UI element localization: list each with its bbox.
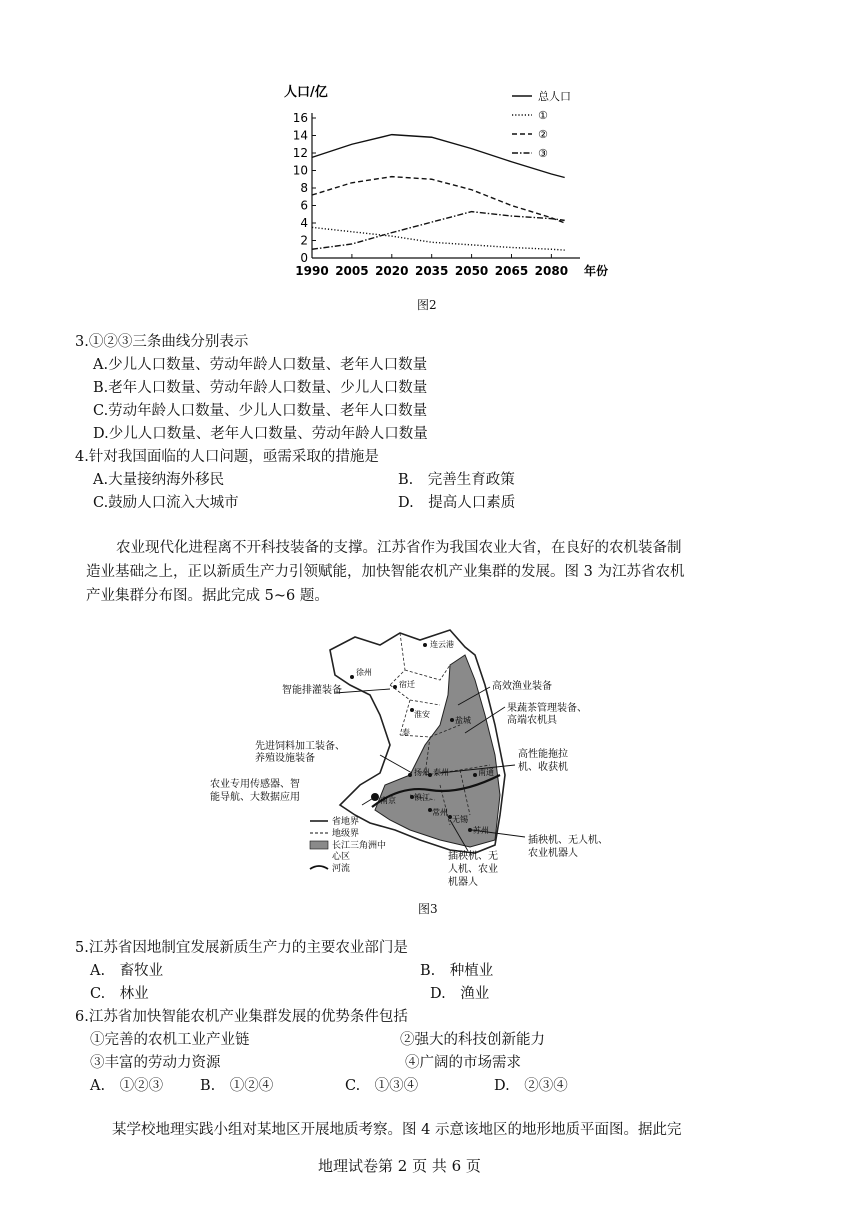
city-label: 泰 (402, 728, 410, 737)
city-label: 泰州 (433, 768, 449, 777)
x-tick-label: 2050 (454, 264, 489, 278)
q5-stem: 5.江苏省因地制宜发展新质生产力的主要农业部门是 (75, 940, 408, 956)
q4-option-d: D. 提高人口素质 (398, 495, 516, 511)
legend-delta-core-2: 心区 (332, 852, 351, 862)
q6-item-4: ④广阔的市场需求 (405, 1055, 521, 1071)
annotation-changzhou-2: 人机、农业 (448, 864, 498, 875)
legend-label-2: ② (538, 128, 548, 141)
q6-stem: 6.江苏省加快智能农机产业集群发展的优势条件包括 (75, 1009, 408, 1025)
q6-option-b: B. ①②④ (200, 1078, 274, 1094)
annotation-tractor-1: 高性能拖拉 (518, 749, 568, 760)
annotation-highend-tools: 高端农机具 (507, 715, 557, 726)
x-axis-label: 年份 (584, 264, 609, 278)
y-tick-label: 0 (300, 251, 308, 265)
annotation-fruit-tea: 果蔬茶管理装备、 (507, 703, 587, 714)
annotation-breeding: 养殖设施装备 (255, 753, 315, 764)
annotation-feed-processing: 先进饲料加工装备、 (255, 741, 345, 752)
city-label: 苏州 (473, 826, 489, 835)
q5-option-a: A. 畜牧业 (90, 963, 164, 979)
x-tick-label: 1990 (295, 264, 329, 278)
x-tick-label: 2065 (494, 264, 529, 278)
figure2-caption: 图2 (417, 298, 437, 312)
legend-label-0: 总人口 (538, 90, 571, 103)
annotation-suzhou-1: 插秧机、无人机、 (528, 835, 608, 846)
x-tick-label: 2080 (534, 264, 569, 278)
x-tick-label: 2020 (375, 264, 409, 278)
q5-option-c: C. 林业 (90, 986, 149, 1002)
annotation-suzhou-2: 农业机器人 (528, 848, 578, 859)
y-tick-label: 12 (292, 146, 308, 160)
city-label: 镇江 (414, 793, 430, 802)
y-tick-label: 2 (300, 233, 308, 248)
city-label: 宿迁 (399, 680, 415, 689)
q4-option-c: C.鼓励人口流入大城市 (93, 495, 239, 511)
series-line-0 (312, 135, 565, 178)
annotation-changzhou-3: 机器人 (448, 877, 478, 888)
legend-prefecture-border: 地级界 (332, 829, 360, 839)
annotation-changzhou-1: 插秧机、无 (448, 851, 498, 862)
legend-river: 河流 (332, 864, 351, 874)
q6-option-c: C. ①③④ (345, 1078, 419, 1094)
series-line-3 (312, 212, 565, 250)
q3-option-a: A.少儿人口数量、劳动年龄人口数量、老年人口数量 (93, 357, 428, 373)
q5-option-d: D. 渔业 (430, 986, 490, 1002)
chart-labels (284, 84, 608, 278)
q6-option-d: D. ②③④ (494, 1078, 568, 1094)
q3-stem: 3.①②③三条曲线分别表示 (75, 334, 249, 350)
q3-option-c: C.劳动年龄人口数量、少儿人口数量、老年人口数量 (93, 403, 428, 419)
annotation-tractor-2: 机、收获机 (518, 762, 568, 773)
y-tick-label: 8 (300, 181, 308, 195)
figure3-caption: 图3 (418, 902, 438, 916)
city-label: 盐城 (455, 716, 471, 725)
passage1-line1: 农业现代化进程离不开科技装备的支撑。江苏省作为我国农业大省，在良好的农机装备制 (116, 540, 682, 556)
city-label: 淮安 (414, 710, 430, 719)
annotation-sensors-1: 农业专用传感器、智 (210, 779, 300, 790)
city-label: 扬州 (414, 768, 430, 777)
annotation-fishery: 高效渔业装备 (492, 681, 552, 692)
city-label: 常州 (432, 808, 448, 817)
legend-label-3: ③ (538, 147, 548, 160)
passage1-line3: 产业集群分布图。据此完成 5~6 题。 (86, 588, 329, 604)
q4-stem: 4.针对我国面临的人口问题，亟需采取的措施是 (75, 449, 379, 465)
annotation-irrigation: 智能排灌装备 (282, 685, 342, 696)
population-line-chart (270, 78, 609, 288)
series-line-2 (312, 177, 565, 223)
chart-series-group (312, 135, 565, 251)
q6-option-a: A. ①②③ (90, 1078, 164, 1094)
y-tick-label: 14 (292, 128, 308, 143)
x-tick-label: 2005 (335, 264, 369, 278)
city-label: 南京 (380, 796, 396, 805)
q3-option-b: B.老年人口数量、劳动年龄人口数量、少儿人口数量 (93, 380, 428, 396)
q6-item-3: ③丰富的劳动力资源 (90, 1055, 221, 1071)
annotation-sensors-2: 能导航、大数据应用 (210, 792, 300, 803)
passage2-line: 某学校地理实践小组对某地区开展地质考察。图 4 示意该地区的地形地质平面图。据此完 (112, 1122, 682, 1138)
y-tick-label: 16 (292, 111, 308, 125)
q4-option-a: A.大量接纳海外移民 (93, 472, 225, 488)
y-tick-label: 4 (300, 216, 308, 230)
q4-option-b: B. 完善生育政策 (398, 472, 515, 488)
legend-delta-core-1: 长江三角洲中 (332, 841, 387, 851)
jiangsu-agri-machinery-map (210, 625, 620, 890)
series-line-1 (312, 227, 565, 250)
legend-province-border: 省地界 (332, 817, 360, 827)
legend-label-1: ① (538, 109, 548, 122)
passage1-line2: 造业基础之上，正以新质生产力引领赋能，加快智能农机产业集群的发展。图 3 为江苏省农机 (86, 564, 685, 580)
city-label: 南通 (478, 768, 494, 777)
q3-option-d: D.少儿人口数量、老年人口数量、劳动年龄人口数量 (93, 426, 428, 442)
chart-legend (512, 90, 571, 160)
city-label: 无锡 (452, 815, 468, 824)
q6-item-2: ②强大的科技创新能力 (400, 1032, 545, 1048)
city-label: 连云港 (430, 640, 454, 649)
city-label: 徐州 (356, 668, 372, 677)
q6-item-1: ①完善的农机工业产业链 (90, 1032, 250, 1048)
y-tick-label: 6 (300, 198, 308, 213)
y-axis-label: 人口/亿 (284, 85, 328, 100)
x-tick-label: 2035 (414, 264, 449, 278)
y-tick-label: 10 (292, 163, 308, 178)
q5-option-b: B. 种植业 (420, 963, 494, 979)
page-footer: 地理试卷第 2 页 共 6 页 (318, 1157, 481, 1175)
